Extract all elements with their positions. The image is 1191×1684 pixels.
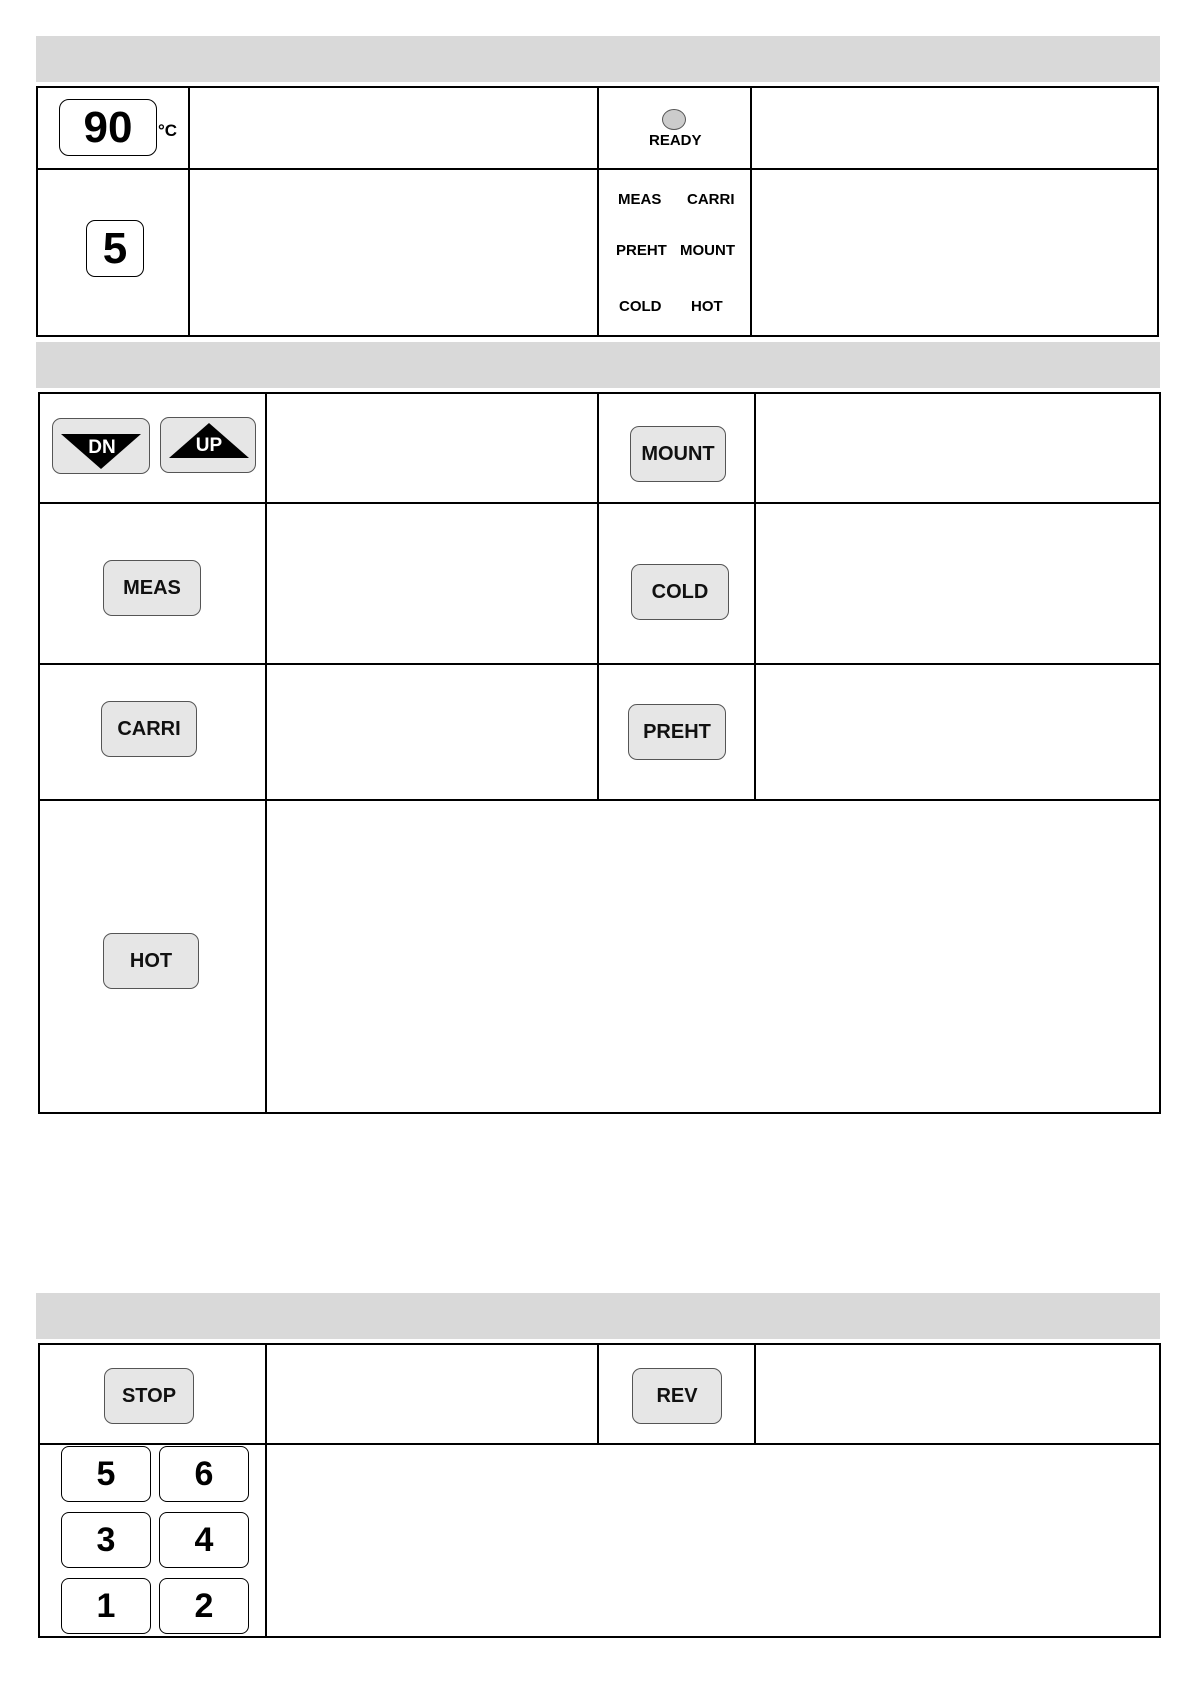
table-divider bbox=[754, 392, 756, 800]
rev-key[interactable]: REV bbox=[632, 1368, 722, 1424]
number-key-5[interactable]: 5 bbox=[61, 1446, 151, 1502]
number-key-3[interactable]: 3 bbox=[61, 1512, 151, 1568]
indicator-label-cold: COLD bbox=[619, 298, 662, 315]
table-divider bbox=[38, 1443, 1161, 1445]
table-divider bbox=[38, 799, 1161, 801]
down-key-label: DN bbox=[88, 437, 116, 458]
function-keys-table bbox=[38, 392, 1161, 1114]
table-divider bbox=[265, 392, 267, 1114]
preht-key[interactable]: PREHT bbox=[628, 704, 726, 760]
mount-key[interactable]: MOUNT bbox=[630, 426, 726, 482]
section-header-keys bbox=[36, 342, 1160, 388]
section-header-display bbox=[36, 36, 1160, 82]
table-divider bbox=[750, 86, 752, 337]
up-key[interactable] bbox=[160, 417, 256, 473]
temperature-unit: °C bbox=[158, 121, 178, 140]
number-key-6[interactable]: 6 bbox=[159, 1446, 249, 1502]
meas-key[interactable]: MEAS bbox=[103, 560, 201, 616]
table-divider bbox=[265, 1343, 267, 1638]
table-divider bbox=[188, 86, 190, 337]
indicator-label-hot: HOT bbox=[691, 298, 723, 315]
table-divider bbox=[36, 168, 1159, 170]
number-key-1[interactable]: 1 bbox=[61, 1578, 151, 1634]
number-key-2[interactable]: 2 bbox=[159, 1578, 249, 1634]
ready-led-label: READY bbox=[649, 132, 702, 149]
table-divider bbox=[597, 1343, 599, 1444]
ready-led-icon bbox=[662, 109, 686, 130]
table-divider bbox=[38, 502, 1161, 504]
program-digit-display: 5 bbox=[86, 220, 144, 277]
table-divider bbox=[597, 392, 599, 800]
indicator-label-meas: MEAS bbox=[618, 191, 662, 208]
down-key[interactable] bbox=[52, 418, 150, 474]
up-key-label: UP bbox=[195, 435, 223, 456]
cold-key[interactable]: COLD bbox=[631, 564, 729, 620]
indicator-label-preht: PREHT bbox=[616, 242, 667, 259]
stop-key[interactable]: STOP bbox=[104, 1368, 194, 1424]
table-divider bbox=[38, 663, 1161, 665]
hot-key[interactable]: HOT bbox=[103, 933, 199, 989]
indicator-label-carri: CARRI bbox=[687, 191, 735, 208]
indicator-label-mount: MOUNT bbox=[680, 242, 735, 259]
table-divider bbox=[754, 1343, 756, 1444]
carri-key[interactable]: CARRI bbox=[101, 701, 197, 757]
section-header-controls bbox=[36, 1293, 1160, 1339]
temperature-display: 90 bbox=[59, 99, 157, 156]
table-divider bbox=[597, 86, 599, 337]
number-key-4[interactable]: 4 bbox=[159, 1512, 249, 1568]
